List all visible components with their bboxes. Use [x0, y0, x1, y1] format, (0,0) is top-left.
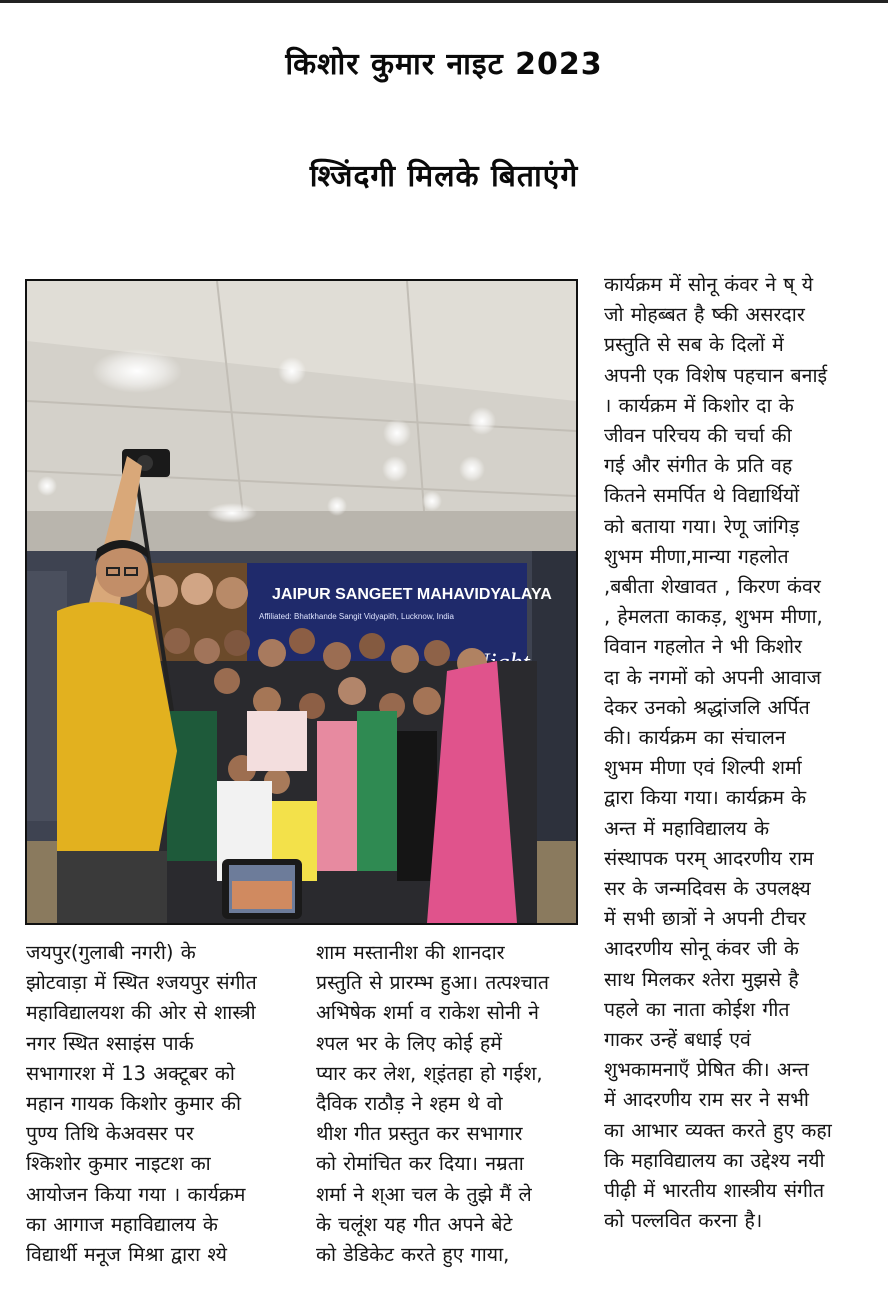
article-line: पीढ़ी में भारतीय शास्त्रीय संगीत: [604, 1179, 825, 1203]
article-line: कि महाविद्यालय का उद्देश्य नयी: [604, 1148, 825, 1172]
article-line: में आदरणीय राम सर ने सभी: [604, 1088, 809, 1112]
article-line: साथ मिलकर श्तेरा मुझसे है: [604, 967, 799, 991]
article-line: कितने समर्पित थे विद्यार्थियों: [604, 484, 800, 508]
article-line: गाकर उन्हें बधाई एवं: [604, 1028, 751, 1052]
article-line: प्रस्तुति से प्रारम्भ हुआ। तत्पश्चात: [316, 971, 549, 995]
article-line: देकर उनको श्रद्धांजलि अर्पित: [604, 695, 810, 719]
article-column-bottom-left: [26, 938, 290, 1270]
top-rule: [0, 0, 888, 3]
article-line: के चलूंश यह गीत अपने बेटे: [316, 1212, 513, 1236]
banner-title: JAIPUR SANGEET MAHAVIDYALAYA: [272, 586, 552, 603]
banner-subtitle: Affiliated: Bhatkhande Sangit Vidyapith, Lucknow, India: [259, 612, 454, 621]
article-line: शुभम मीणा एवं शिल्पी शर्मा: [604, 756, 802, 780]
article-line: दैविक राठौड़ ने श्हम थे वो: [316, 1092, 503, 1116]
article-line: महान गायक किशोर कुमार की: [26, 1092, 241, 1116]
article-line: आयोजन किया गया । कार्यक्रम: [26, 1182, 246, 1206]
event-photo: [25, 279, 578, 925]
article-line: पहले का नाता कोईश गीत: [604, 997, 790, 1021]
article-line: को पल्लवित करना है।: [604, 1209, 763, 1233]
article-line: को डेडिकेट करते हुए गाया,: [316, 1243, 510, 1267]
crowd: [157, 628, 537, 923]
article-line: पुण्य तिथि केअवसर पर: [26, 1122, 194, 1146]
article-line: विवान गहलोत ने भी किशोर: [604, 635, 803, 659]
article-line: को बताया गया। रेणू जांगिड़: [604, 514, 800, 538]
article-line: जीवन परिचय की चर्चा की: [604, 424, 792, 448]
article-line: अभिषेक शर्मा व राकेश सोनी ने: [316, 1001, 539, 1025]
headline-line-1: किशोर कुमार नाइट 2023: [285, 47, 603, 82]
article-line: दा के नगमों को अपनी आवाज: [604, 665, 822, 689]
article-line: अन्त में महाविद्यालय के: [604, 816, 770, 840]
article-line: । कार्यक्रम में किशोर दा के: [604, 393, 794, 417]
article-line: में सभी छात्रों ने अपनी टीचर: [604, 907, 807, 931]
article-line: गई और संगीत के प्रति वह: [604, 454, 793, 478]
foreground-phone: [222, 859, 302, 919]
article-column-bottom-middle: [316, 938, 582, 1270]
article-line: शुभम मीणा,मान्या गहलोत: [604, 544, 789, 568]
article-line: महाविद्यालयश की ओर से शास्त्री: [26, 1001, 256, 1025]
article-line: शाम मस्तानीश की शानदार: [316, 941, 505, 964]
article-line: श्किशोर कुमार नाइटश का: [26, 1152, 211, 1176]
article-line: झोटवाड़ा में स्थित श्जयपुर संगीत: [26, 971, 257, 995]
article-line: ,बबीता शेखावत , किरण कंवर: [604, 575, 821, 599]
article-line: प्यार कर लेश, श्इंतहा हो गईश,: [316, 1061, 543, 1085]
article-line: जयपुर(गुलाबी नगरी) के: [26, 941, 196, 964]
headline-line-2: श्जिंदगी मिलके बिताएंगे: [309, 159, 579, 194]
article-line: अपनी एक विशेष पहचान बनाई: [604, 363, 828, 387]
article-column-right: [604, 270, 872, 1237]
article-line: की। कार्यक्रम का संचालन: [604, 726, 786, 750]
article-line: शुभकामनाएँ प्रेषित की। अन्त: [604, 1058, 809, 1082]
article-line: विद्यार्थी मनूज मिश्रा द्वारा श्ये: [26, 1243, 227, 1267]
article-line: प्रस्तुति से सब के दिलों में: [604, 333, 784, 357]
article-line: जो मोहब्बत है ष्की असरदार: [604, 303, 805, 327]
article-line: नगर स्थित श्साइंस पार्क: [26, 1031, 194, 1055]
article-line: आदरणीय सोनू कंवर जी के: [604, 937, 799, 961]
article-line: का आगाज महाविद्यालय के: [26, 1212, 218, 1236]
article-line: का आभार व्यक्त करते हुए कहा: [604, 1118, 832, 1142]
article-line: सभागारश में 13 अक्टूबर को: [26, 1061, 235, 1085]
article-line: शर्मा ने श्आ चल के तुझे मैं ले: [316, 1182, 532, 1206]
article-line: , हेमलता काकड़, शुभम मीणा,: [604, 605, 823, 629]
article-line: श्पल भर के लिए कोई हमें: [316, 1031, 502, 1055]
article-line: संस्थापक परम् आदरणीय राम: [604, 846, 814, 870]
article-line: कार्यक्रम में सोनू कंवर ने ष् ये: [604, 273, 814, 296]
article-line: को रोमांचित कर दिया। नम्रता: [316, 1152, 524, 1176]
article-line: द्वारा किया गया। कार्यक्रम के: [604, 786, 807, 810]
article-line: सर के जन्मदिवस के उपलक्ष्य: [604, 877, 811, 901]
article-line: थीश गीत प्रस्तुत कर सभागार: [316, 1122, 523, 1146]
